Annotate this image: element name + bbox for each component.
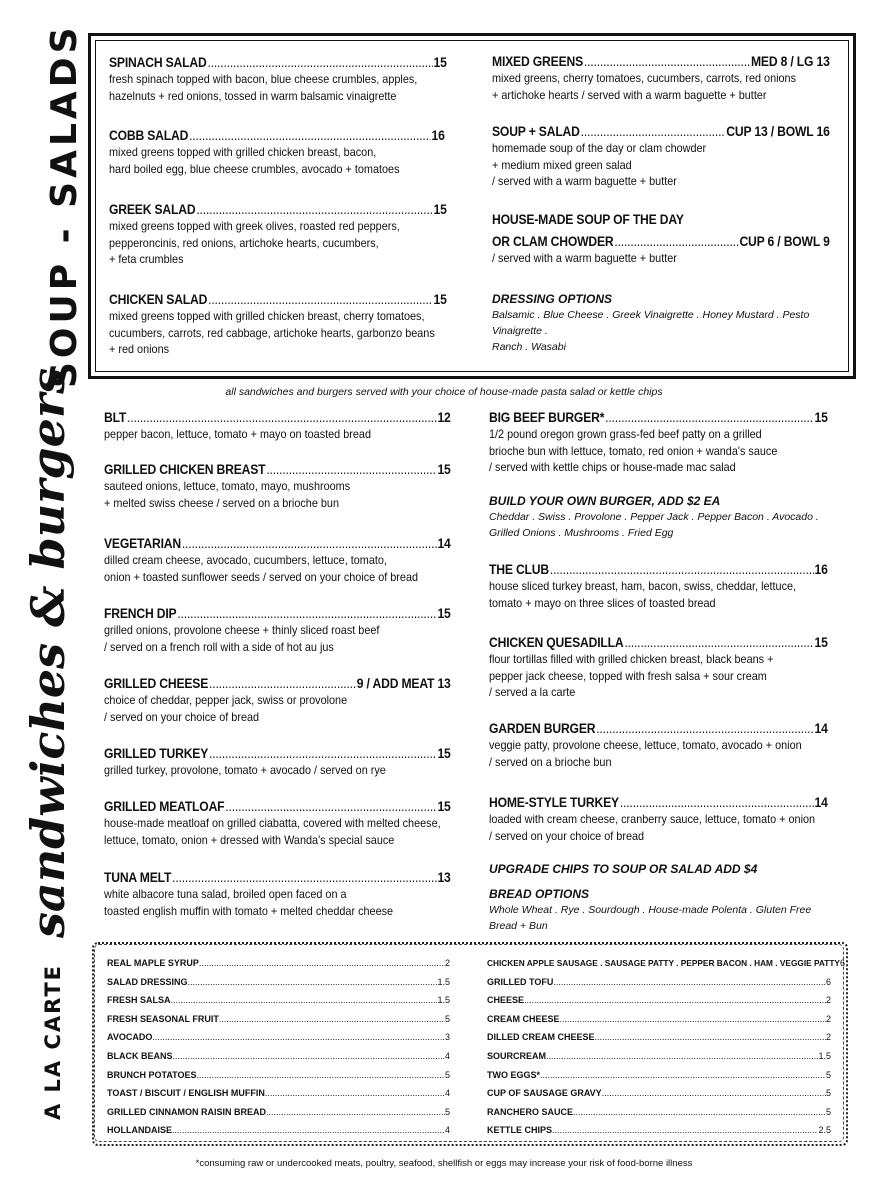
bread-options: BREAD OPTIONS Whole Wheat . Rye . Sourdough . House-made Polenta . Gluten Free Bread + Bun [489,887,812,932]
list-item: BRUNCH POTATOES ..... 5 [107,1066,450,1085]
menu-item: THE CLUB ..... 16 house sliced turkey breast, ham, bacon, swiss, cheddar, lettuce, tomato + mayo on three slices of toasted bread [489,562,828,611]
menu-item: COBB SALAD ..... 16 mixed greens topped with grilled chicken breast, bacon, hard boiled egg, blue cheese crumbles, avocado + tomatoes [109,128,445,177]
menu-item: VEGETARIAN ..... 14 dilled cream cheese, avocado, cucumbers, lettuce, tomato, onion + toasted sunflower seeds / served on your choice of bread [104,536,451,585]
list-item: KETTLE CHIPS ..... 2.5 [487,1121,831,1140]
list-item: GRILLED CINNAMON RAISIN BREAD ..... 5 [107,1103,450,1122]
menu-item: FRENCH DIP ..... 15 grilled onions, provolone cheese + thinly sliced roast beef / served on a french roll with a side of hot au jus [104,606,451,655]
menu-item: GREEK SALAD ..... 15 mixed greens topped with greek olives, roasted red peppers, pepperoncinis, red onions, artichoke hearts, cucumbers, + feta crumbles [109,202,447,268]
footnote: *consuming raw or undercooked meats, poultry, seafood, shellfish or eggs may increase your risk of food-borne illness [195,1158,693,1169]
list-item: FRESH SEASONAL FRUIT ..... 5 [107,1010,450,1029]
a-la-carte-right [487,954,845,1140]
list-item: CUP OF SAUSAGE GRAVY ..... 5 [487,1084,831,1103]
list-item: GRILLED TOFU ..... 6 [487,973,831,992]
list-item: REAL MAPLE SYRUP ..... 2 [107,954,450,973]
list-item: DILLED CREAM CHEESE ..... 2 [487,1028,831,1047]
menu-item: GRILLED CHEESE ..... 9 / ADD MEAT 13 choice of cheddar, pepper jack, swiss or provolone / served on your choice of bread [104,676,451,725]
list-item: CREAM CHEESE ..... 2 [487,1010,831,1029]
served-note: all sandwiches and burgers served with your choice of house-made pasta salad or kettle chips [225,386,663,398]
build-your-own-burger: BUILD YOUR OWN BURGER, ADD $2 EA Cheddar . Swiss . Provolone . Pepper Jack . Pepper Bacon . Avocado . Grilled Onions . Mushrooms . Fried Egg [489,494,819,539]
list-item: CHICKEN APPLE SAUSAGE . SAUSAGE PATTY . PEPPER BACON . HAM . VEGGIE PATTY 6 [487,958,845,968]
menu-item: MIXED GREENS ..... MED 8 / LG 13 mixed greens, cherry tomatoes, cucumbers, carrots, red onions + artichoke hearts / served with a warm baguette + butter [492,54,830,103]
menu-item: TUNA MELT ..... 13 white albacore tuna salad, broiled open faced on a toasted english muffin with tomato + melted cheddar cheese [104,870,451,919]
list-item: AVOCADO ..... 3 [107,1028,450,1047]
menu-item: GRILLED MEATLOAF ..... 15 house-made meatloaf on grilled ciabatta, covered with melted cheese, lettuce, tomato, onion + dressed with Wanda's special sauce [104,799,451,848]
menu-item: CHICKEN SALAD ..... 15 mixed greens topped with grilled chicken breast, cherry tomatoes, cucumbers, carrots, red cabbage, artichoke hearts, garbonzo beans + red onions [109,292,447,358]
list-item: SALAD DRESSING ..... 1.5 [107,973,450,992]
menu-item: HOUSE-MADE SOUP OF THE DAY OR CLAM CHOWDER ..... CUP 6 / BOWL 9 / served with a warm baguette + butter [492,212,830,267]
list-item: TOAST / BISCUIT / ENGLISH MUFFIN ..... 4 [107,1084,450,1103]
list-item: RANCHERO SAUCE ..... 5 [487,1103,831,1122]
menu-item: GARDEN BURGER ..... 14 veggie patty, provolone cheese, lettuce, tomato, avocado + onion / served on a brioche bun [489,721,828,770]
list-item: CHEESE ..... 2 [487,991,831,1010]
upgrade-note: UPGRADE CHIPS TO SOUP OR SALAD ADD $4 [489,862,758,876]
sandwiches-burgers-title: sandwiches & burgers [21,368,75,938]
menu-item: GRILLED CHICKEN BREAST ..... 15 sauteed onions, lettuce, tomato, mayo, mushrooms + melted swiss cheese / served on a brioche bun [104,462,451,511]
menu-item: GRILLED TURKEY ..... 15 grilled turkey, provolone, tomato + avocado / served on rye [104,746,451,779]
menu-item: SOUP + SALAD ..... CUP 13 / BOWL 16 homemade soup of the day or clam chowder + medium mixed green salad / served with a warm baguette + butter [492,124,830,190]
list-item: SOURCREAM ..... 1.5 [487,1047,831,1066]
menu-item: BIG BEEF BURGER* ..... 15 1/2 pound oregon grown grass-fed beef patty on a grilled brioche bun with lettuce, tomato, red onion + wanda's sauce / served with kettle chips or house-made mac salad [489,410,828,476]
menu-item: HOME-STYLE TURKEY ..... 14 loaded with cream cheese, cranberry sauce, lettuce, tomato + onion / served on your choice of bread [489,795,828,844]
menu-item: SPINACH SALAD ..... 15 fresh spinach topped with bacon, blue cheese crumbles, apples, hazelnuts + red onions, tossed in warm balsamic vinaigrette [109,55,447,104]
a-la-carte-title: A LA CARTE [41,963,65,1121]
list-item: FRESH SALSA ..... 1.5 [107,991,450,1010]
menu-item: CHICKEN QUESADILLA ..... 15 flour tortillas filled with grilled chicken breast, black beans + pepper jack cheese, topped with fresh salsa + sour cream / served a la carte [489,635,828,701]
menu-item: BLT ..... 12 pepper bacon, lettuce, tomato + mayo on toasted bread [104,410,451,443]
dressing-options: DRESSING OPTIONS Balsamic . Blue Cheese . Greek Vinaigrette . Honey Mustard . Pesto Vinaigrette . Ranch . Wasabi [492,292,810,353]
list-item: HOLLANDAISE ..... 4 [107,1121,450,1140]
list-item: BLACK BEANS ..... 4 [107,1047,450,1066]
a-la-carte-left [107,954,450,1140]
list-item: TWO EGGS* ..... 5 [487,1066,831,1085]
soup-salads-title: SOUP - SALADS [44,23,85,388]
